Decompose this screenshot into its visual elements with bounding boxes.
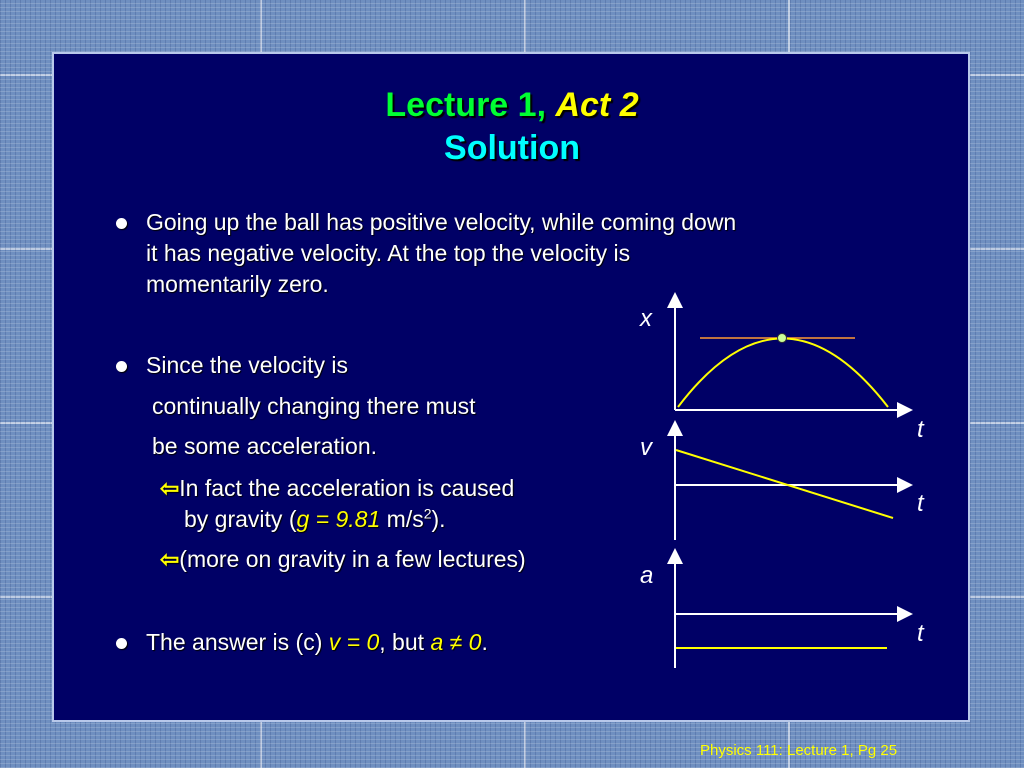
sub-bullet-1-text: In fact the acceleration is caused [179, 475, 515, 501]
answer-acceleration: a ≠ 0 [430, 629, 482, 655]
x-axis-label: x [640, 305, 652, 332]
sub-bullet-2-text: (more on gravity in a few lectures) [179, 546, 526, 572]
t-axis-label-3: t [917, 620, 924, 647]
acceleration-graph [640, 556, 925, 668]
gravity-prefix: by gravity ( [184, 506, 297, 532]
gravity-unit: m/s [380, 506, 424, 532]
gravity-value: g = 9.81 [296, 506, 381, 532]
bullet-2-line-1: Since the velocity is [146, 352, 348, 378]
t-axis-label-1: t [917, 416, 924, 443]
title-emphasis: Act 2 [555, 86, 639, 124]
bullet-2-line-2: continually changing there must [152, 393, 476, 419]
left-arrow-icon: ⇦ [160, 475, 180, 501]
bullet-1-line-3: momentarily zero. [146, 271, 329, 297]
left-arrow-icon: ⇦ [160, 546, 180, 572]
t-axis-label-2: t [917, 490, 924, 517]
answer-middle: , but [379, 629, 431, 655]
bullet-1-line-2: it has negative velocity. At the top the velocity is [146, 240, 631, 266]
position-curve [678, 339, 888, 408]
answer-prefix: The answer is (c) [146, 629, 329, 655]
slide-footer: Physics 111: Lecture 1, Pg 25 [700, 742, 898, 759]
gravity-unit-exponent: 2 [423, 505, 432, 522]
title-main: Lecture 1, [385, 86, 547, 124]
velocity-graph [640, 428, 925, 540]
slide-subtitle: Solution [444, 129, 580, 167]
bullet-1-line-1: Going up the ball has positive velocity, while coming down [146, 209, 737, 235]
bullet-2-line-3: be some acceleration. [152, 433, 378, 459]
position-graph [639, 300, 925, 443]
answer-velocity: v = 0 [328, 629, 380, 655]
answer-suffix: . [481, 629, 488, 655]
a-axis-label: a [640, 562, 654, 589]
v-axis-label: v [640, 434, 652, 461]
gravity-suffix: ). [431, 506, 446, 532]
apex-point [778, 334, 787, 343]
